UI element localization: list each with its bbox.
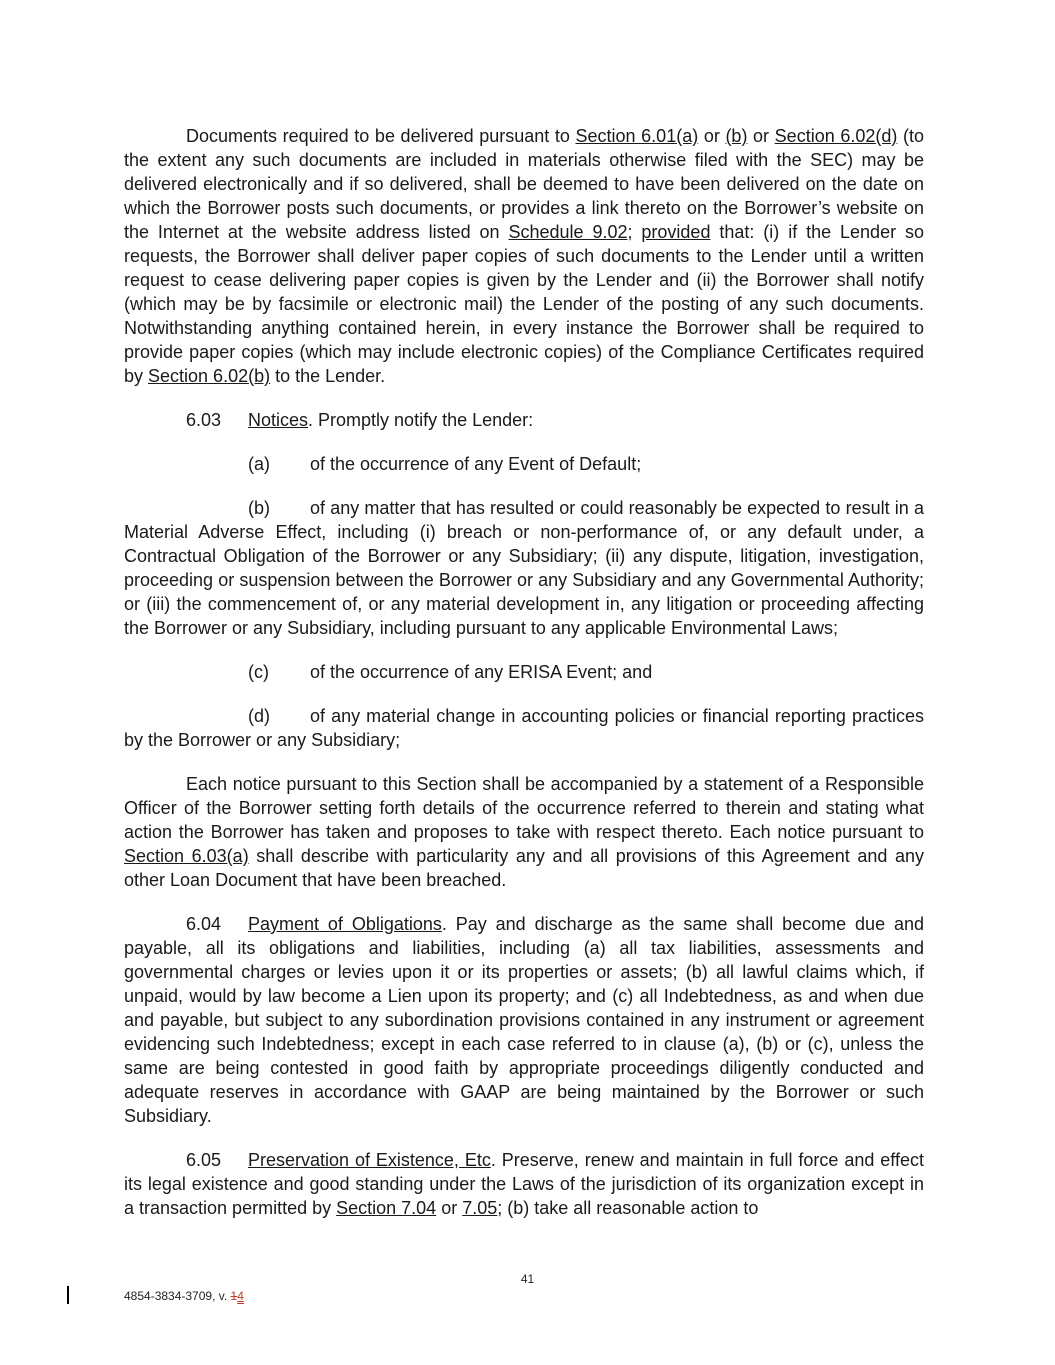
- clause-b: (b) of any matter that has resulted or could reasonably be expected to result in a Material Adverse Effect, including (i) breach or non-performance of, or any default under, a Contractual Obligation of the Borrower or any Subsidiary; (ii) any dispute, litigation, investigation, proceeding or suspension between the Borrower or any Subsidiary and any Governmental Authority; or (iii) the commencement of, or any material development in, any litigation or proceeding affecting the Borrower or any Subsidiary, including pursuant to any applicable Environmental Laws;: [124, 498, 924, 638]
- revision-deleted: 1: [230, 1289, 238, 1303]
- section-ref-6-02d: Section 6.02(d): [774, 126, 898, 146]
- paragraph-electronic-delivery: Documents required to be delivered pursuant to Section 6.01(a) or (b) or Section 6.02(d) (to the extent any such documents are included in materials otherwise filed with the SEC) may be delivered electronically and if so delivered, shall be deemed to have been delivered on the date on which the Borrower posts such documents, or provides a link thereto on the Borrower’s website on the Internet at the website address listed on Schedule 9.02; provided that: (i) if the Lender so requests, the Borrower shall deliver paper copies of such documents to the Lender until a written request to cease delivering paper copies is given by the Lender and (ii) the Borrower shall notify (which may be by facsimile or electronic mail) the Lender of the posting of any such documents. Notwithstanding anything contained herein, in every instance the Borrower shall be required to provide paper copies (which may include electronic copies) of the Compliance Certificates required by Section 6.02(b) to the Lender.: [124, 126, 924, 386]
- clause-label: (a): [248, 454, 270, 474]
- section-ref-6-01a: Section 6.01(a): [575, 126, 699, 146]
- clause-label: (b): [248, 498, 270, 518]
- change-bar: [67, 1286, 69, 1304]
- clause-label: (c): [248, 662, 269, 682]
- section-title: Notices: [248, 410, 309, 430]
- section-6-03-heading: 6.03 Notices. Promptly notify the Lender:: [186, 410, 534, 430]
- revision-inserted: 4: [237, 1289, 244, 1303]
- provided-term: provided: [641, 222, 711, 242]
- document-body: [124, 124, 924, 1220]
- clause-c: (c) of the occurrence of any ERISA Event; and: [248, 662, 653, 682]
- section-number: 6.04: [186, 914, 222, 934]
- section-number: 6.05: [186, 1150, 222, 1170]
- section-title: Preservation of Existence, Etc: [248, 1150, 491, 1170]
- section-ref-b: (b): [725, 126, 748, 146]
- clause-d: (d) of any material change in accounting policies or financial reporting practices by the Borrower or any Subsidiary;: [124, 706, 924, 750]
- section-number: 6.03: [186, 410, 222, 430]
- clause-a: (a) of the occurrence of any Event of Default;: [248, 454, 642, 474]
- clause-label: (d): [248, 706, 270, 726]
- section-ref-6-03a: Section 6.03(a): [124, 846, 249, 866]
- section-ref-7-04: Section 7.04: [336, 1198, 437, 1218]
- section-6-05: 6.05 Preservation of Existence, Etc. Preserve, renew and maintain in full force and effect its legal existence and good standing under the Laws of the jurisdiction of its organization except in a transaction permitted by Section 7.04 or 7.05; (b) take all reasonable action to: [124, 1150, 924, 1218]
- footer-doc-id: 4854-3834-3709, v. 14: [124, 1289, 244, 1303]
- section-ref-7-05: 7.05: [462, 1198, 498, 1218]
- paragraph-each-notice: Each notice pursuant to this Section shall be accompanied by a statement of a Responsible Officer of the Borrower setting forth details of the occurrence referred to therein and stating what action the Borrower has taken and proposes to take with respect thereto. Each notice pursuant to Section 6.03(a) shall describe with particularity any and all provisions of this Agreement and any other Loan Document that have been breached.: [124, 774, 924, 890]
- section-6-04: 6.04 Payment of Obligations. Pay and discharge as the same shall become due and payable, all its obligations and liabilities, including (a) all tax liabilities, assessments and governmental charges or levies upon it or its properties or assets; (b) all lawful claims which, if unpaid, would by law become a Lien upon its property; and (c) all Indebtedness, as and when due and payable, but subject to any subordination provisions contained in any instrument or agreement evidencing such Indebtedness; except in each case referred to in clause (a), (b) or (c), unless the same are being contested in good faith by appropriate proceedings diligently conducted and adequate reserves in accordance with GAAP are being maintained by the Borrower or such Subsidiary.: [124, 914, 924, 1126]
- page-number: 41: [520, 1272, 535, 1286]
- schedule-ref-9-02: Schedule 9.02: [508, 222, 628, 242]
- section-ref-6-02b: Section 6.02(b): [148, 366, 271, 386]
- section-title: Payment of Obligations: [248, 914, 442, 934]
